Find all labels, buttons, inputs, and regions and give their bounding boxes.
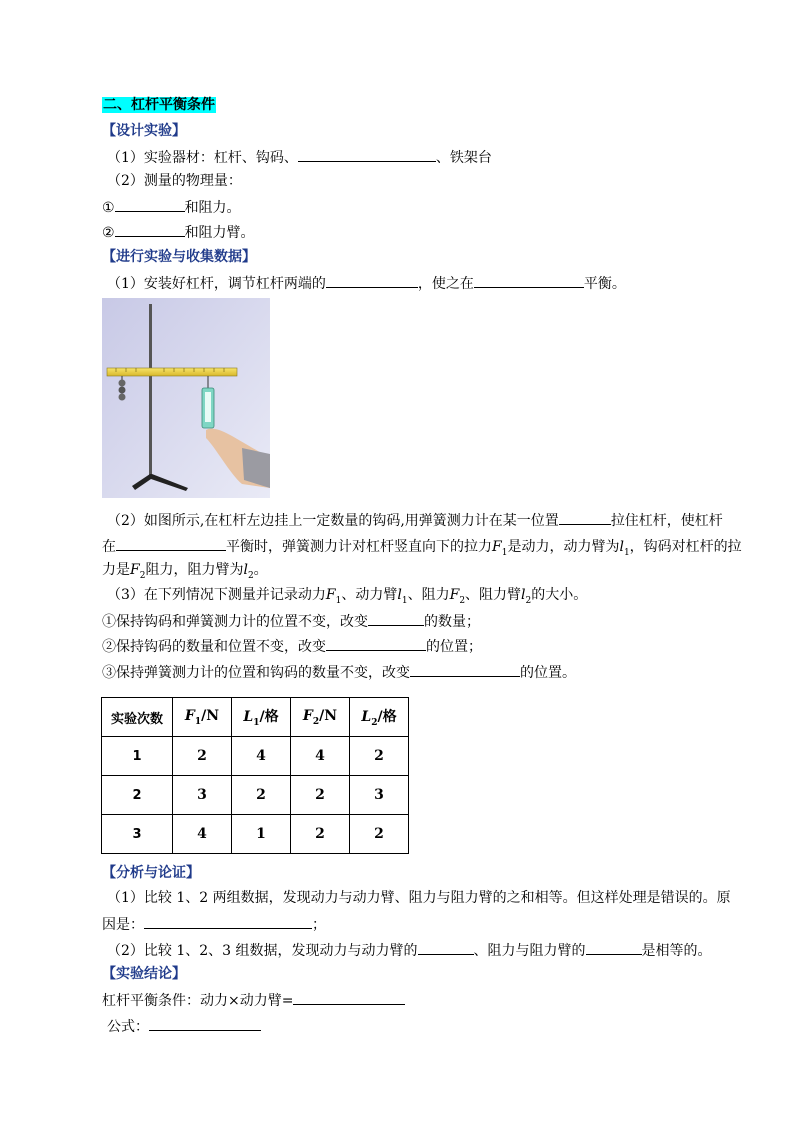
blank-q1[interactable]: [115, 197, 185, 212]
analysis-p1-line1: （1）比较 1、2 两组数据，发现动力与动力臂、阻力与阻力臂的之和相等。但这样处理是错误的。原: [107, 890, 731, 906]
table-header-cell: $F_1/N$: [173, 698, 232, 737]
conclusion-header: 【实验结论】: [102, 966, 186, 982]
table-header-cell: $L_2/$格: [350, 698, 409, 737]
table-cell: 2: [350, 815, 409, 854]
blank-step1-a[interactable]: [326, 273, 418, 288]
table-cell: 4: [173, 815, 232, 854]
design-item1: （1）实验器材：杠杆、钩码、 、铁架台: [107, 147, 492, 167]
design-header: 【设计实验】: [102, 123, 186, 139]
table-header-cell: $L_1/$格: [232, 698, 291, 737]
procedure-step2-line1: （2）如图所示,在杠杆左边挂上一定数量的钩码,用弹簧测力计在某一位置 拉住杠杆，使杠杆: [107, 510, 723, 530]
table-cell: 2: [350, 737, 409, 776]
procedure-step2-line3: 力是$F_2$阻力，阻力臂为$l_2$。: [102, 562, 268, 581]
table-cell: 2: [232, 776, 291, 815]
table-cell: 1: [102, 737, 173, 776]
blank-formula[interactable]: [149, 1016, 261, 1031]
blank-step2-direction[interactable]: [559, 510, 611, 525]
table-cell: 1: [232, 815, 291, 854]
analysis-p2: （2）比较 1、2、3 组数据，发现动力与动力臂的 、阻力与阻力臂的 是相等的。: [107, 940, 712, 960]
table-cell: 2: [291, 815, 350, 854]
data-table: [101, 697, 409, 854]
procedure-case3: ③保持弹簧测力计的位置和钩码的数量不变，改变 的位置。: [102, 662, 576, 682]
table-cell: 2: [102, 776, 173, 815]
blank-conclusion[interactable]: [293, 990, 405, 1005]
blank-case2[interactable]: [326, 636, 426, 651]
blank-step1-b[interactable]: [474, 273, 584, 288]
procedure-step3: （3）在下列情况下测量并记录动力$F_1$、动力臂$l_1$、阻力$F_2$、阻力臂$l_2$的大小。: [107, 587, 588, 606]
procedure-step1: （1）安装好杠杆，调节杠杆两端的 ，使之在 平衡。: [107, 273, 626, 293]
blank-case3[interactable]: [410, 662, 520, 677]
table-cell: 2: [291, 776, 350, 815]
table-row: [102, 776, 409, 815]
table-cell: 4: [291, 737, 350, 776]
table-cell: 2: [173, 737, 232, 776]
design-q2: ② 和阻力臂。: [102, 222, 255, 242]
procedure-case1: ①保持钩码和弹簧测力计的位置不变，改变 的数量；: [102, 611, 480, 631]
table-cell: 4: [232, 737, 291, 776]
table-header-cell: $F_2/N$: [291, 698, 350, 737]
blank-reason[interactable]: [144, 914, 312, 929]
blank-analysis-2[interactable]: [586, 940, 642, 955]
analysis-p1-line2: 因是： ；: [102, 914, 326, 934]
table-header-row: [102, 698, 409, 737]
blank-case1[interactable]: [368, 611, 424, 626]
conclusion-formula: 公式：: [107, 1016, 261, 1036]
table-row: [102, 737, 409, 776]
analysis-header: 【分析与论证】: [102, 865, 200, 881]
table-cell: 3: [102, 815, 173, 854]
lever-apparatus-photo: [102, 298, 270, 498]
table-cell: 3: [173, 776, 232, 815]
blank-q2[interactable]: [115, 222, 185, 237]
table-cell: 3: [350, 776, 409, 815]
table-row: [102, 815, 409, 854]
procedure-step2-line2: 在 平衡时，弹簧测力计对杠杆竖直向下的拉力$F_1$是动力，动力臂为$l_1$，钩码对杠杆的拉: [102, 536, 742, 562]
table-header-cell: 实验次数: [102, 698, 173, 737]
section-title: 二、杠杆平衡条件: [103, 97, 215, 113]
conclusion-line1: 杠杆平衡条件：动力×动力臂=: [102, 990, 405, 1010]
blank-analysis-1[interactable]: [418, 940, 474, 955]
design-q1: ① 和阻力。: [102, 197, 241, 217]
blank-step2-position[interactable]: [116, 536, 226, 551]
procedure-header: 【进行实验与收集数据】: [102, 249, 256, 265]
design-item2: （2）测量的物理量：: [107, 173, 242, 189]
procedure-case2: ②保持钩码的数量和位置不变，改变 的位置；: [102, 636, 482, 656]
blank-equipment[interactable]: [298, 147, 436, 162]
